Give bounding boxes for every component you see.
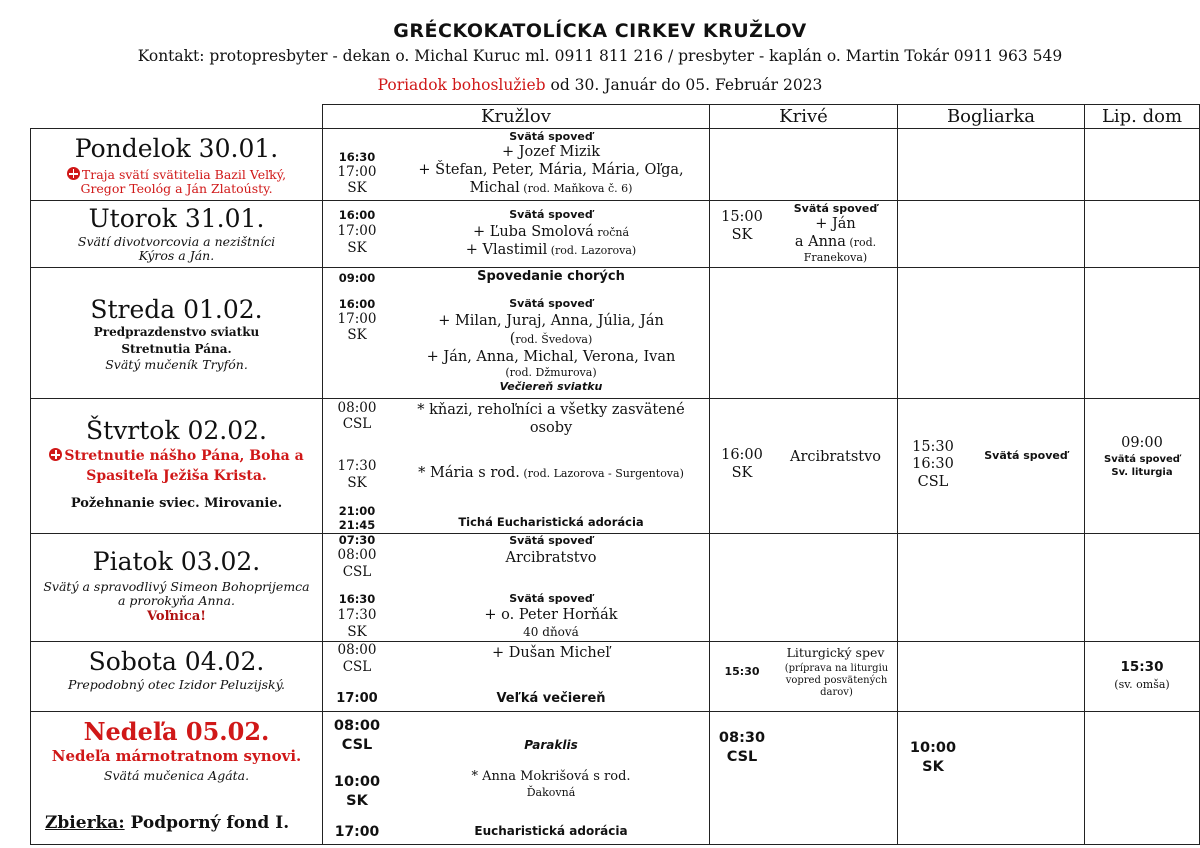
time: 07:30 bbox=[338, 534, 376, 547]
saint-line: Traja svätí svätitelia Bazil Veľký, Gregor Teológ a Ján Zlatoústy. bbox=[45, 167, 308, 197]
note-line: Voľnica! bbox=[147, 609, 206, 624]
time: 17:00 bbox=[337, 164, 377, 180]
collection-text: Podporný fond I. bbox=[124, 813, 290, 833]
rite: SK bbox=[731, 465, 753, 481]
time: 10:00 bbox=[333, 774, 381, 790]
day-cell bbox=[31, 268, 323, 399]
schedule-table bbox=[30, 104, 1200, 845]
confession-label: Svätá spoveď bbox=[509, 297, 593, 310]
col-krive: Krivé bbox=[710, 105, 898, 129]
confession-sick: Spovedanie chorých bbox=[477, 269, 625, 284]
time: 09:00 bbox=[338, 271, 376, 285]
kruzlov-cell bbox=[323, 399, 710, 534]
intention: * Anna Mokrišová s rod. bbox=[471, 769, 631, 784]
day-name: Nedeľa 05.02. bbox=[83, 717, 270, 746]
subtitle-dates: od 30. Január do 05. Február 2023 bbox=[545, 76, 823, 94]
krive-cell bbox=[710, 201, 898, 268]
lipdom-cell bbox=[1085, 712, 1200, 845]
intention: + Ján, Anna, Michal, Verona, Ivan bbox=[426, 349, 676, 365]
intention: (rod. Švedova) bbox=[509, 331, 593, 347]
time: 16:30 bbox=[338, 592, 376, 606]
intention: * Mária s rod. (rod. Lazorova - Surgentova) bbox=[418, 465, 684, 481]
lipdom-cell bbox=[1085, 534, 1200, 642]
day-cell bbox=[31, 399, 323, 534]
time: 17:00 bbox=[337, 223, 377, 239]
row-friday bbox=[31, 534, 1200, 642]
time: 21:45 bbox=[338, 518, 376, 532]
lipdom-cell bbox=[1085, 201, 1200, 268]
intention: + Štefan, Peter, Mária, Mária, Oľga, bbox=[418, 162, 684, 178]
lipdom-cell bbox=[1085, 268, 1200, 399]
intention: + Ján bbox=[815, 216, 856, 232]
intention: + Vlastimil (rod. Lazorova) bbox=[465, 242, 637, 258]
header-row bbox=[31, 105, 1200, 129]
saint-line: Svätý mučeník Tryfón. bbox=[105, 357, 248, 372]
event: Arcibratstvo bbox=[505, 550, 597, 566]
note-line: Požehnanie sviec. Mirovanie. bbox=[70, 496, 283, 511]
event-note: (príprava na liturgiu vopred posvätených darov) bbox=[784, 663, 889, 698]
intention: + Ľuba Smolová ročná bbox=[472, 224, 630, 240]
time: 08:00 bbox=[337, 547, 377, 563]
time: 15:00 bbox=[721, 209, 763, 225]
time: 21:00 bbox=[338, 504, 376, 518]
time: 16:00 bbox=[721, 447, 763, 463]
time: 15:30 bbox=[912, 439, 954, 455]
page-title: GRÉCKOKATOLÍCKA CIRKEV KRUŽLOV bbox=[393, 20, 807, 42]
intention: osoby bbox=[529, 420, 573, 436]
time: 08:00 bbox=[333, 718, 381, 734]
confession-label: Svätá spoveď bbox=[1104, 454, 1180, 465]
krive-cell bbox=[710, 129, 898, 201]
day-cell bbox=[31, 201, 323, 268]
confession-label: Svätá spoveď bbox=[509, 534, 593, 547]
schedule-subtitle bbox=[0, 76, 1200, 94]
time: 08:00 bbox=[337, 400, 377, 416]
day-name: Pondelok 30.01. bbox=[74, 134, 279, 163]
kruzlov-cell bbox=[323, 642, 710, 712]
time: 16:00 bbox=[338, 208, 376, 222]
rite: CSL bbox=[342, 416, 372, 432]
time: 10:00 bbox=[909, 740, 957, 756]
row-sunday bbox=[31, 712, 1200, 845]
rite: SK bbox=[347, 624, 367, 640]
rite: SK bbox=[347, 327, 367, 343]
rite: CSL bbox=[726, 749, 758, 765]
time: 17:00 bbox=[336, 691, 378, 706]
feast-line: Stretnutie nášho Pána, Boha a Spasiteľa Ježiša Krista. bbox=[39, 447, 314, 486]
time: 16:00 bbox=[338, 297, 376, 311]
collection-label: Zbierka: bbox=[45, 813, 125, 833]
saint-line: Svätá mučenica Agáta. bbox=[103, 768, 250, 783]
intention: + Milan, Juraj, Anna, Júlia, Ján bbox=[438, 313, 664, 329]
time: 08:30 bbox=[718, 730, 766, 746]
rite: SK bbox=[347, 180, 367, 196]
rite: CSL bbox=[917, 474, 949, 490]
event: Liturgický spev bbox=[786, 645, 885, 660]
rite: SK bbox=[731, 227, 753, 243]
time: 17:30 bbox=[337, 607, 377, 623]
time: 17:00 bbox=[337, 311, 377, 327]
intention: a Anna (rod. bbox=[794, 234, 877, 250]
row-thursday bbox=[31, 399, 1200, 534]
confession-label: Svätá spoveď bbox=[984, 449, 1068, 462]
col-kruzlov: Kružlov bbox=[323, 105, 710, 129]
intention: + Jozef Mizik bbox=[501, 144, 601, 160]
bogliarka-cell bbox=[898, 201, 1085, 268]
day-name: Streda 01.02. bbox=[90, 295, 263, 324]
kruzlov-cell bbox=[323, 268, 710, 399]
kruzlov-cell bbox=[323, 201, 710, 268]
liturgy-label: Sv. liturgia bbox=[1111, 467, 1173, 478]
intention: Michal (rod. Maňkova č. 6) bbox=[469, 180, 633, 196]
contact-line: Kontakt: protopresbyter - dekan o. Michal Kuruc ml. 0911 811 216 / presbyter - kaplán o. Martin Tokár 0911 963 549 bbox=[137, 47, 1063, 65]
lipdom-cell bbox=[1085, 399, 1200, 534]
vespers-label: Večiereň sviatku bbox=[499, 380, 603, 393]
event: Arcibratstvo bbox=[789, 449, 882, 465]
day-cell bbox=[31, 712, 323, 845]
confession-label: Svätá spoveď bbox=[509, 208, 593, 221]
feast-line: Nedeľa márnotratnom synovi. bbox=[51, 747, 302, 765]
krive-cell bbox=[710, 642, 898, 712]
col-lip-dom: Lip. dom bbox=[1085, 105, 1200, 129]
adoration-label: Tichá Eucharistická adorácia bbox=[458, 515, 644, 529]
day-name: Sobota 04.02. bbox=[88, 647, 265, 676]
time: 08:00 bbox=[337, 642, 377, 658]
confession-label: Svätá spoveď bbox=[509, 130, 593, 143]
day-name: Piatok 03.02. bbox=[92, 547, 261, 576]
bogliarka-cell bbox=[898, 712, 1085, 845]
cross-icon bbox=[67, 167, 80, 180]
kruzlov-cell bbox=[323, 534, 710, 642]
time: 16:30 bbox=[338, 150, 376, 164]
rite: SK bbox=[347, 240, 367, 256]
adoration-label: Eucharistická adorácia bbox=[474, 824, 628, 838]
intention: + Dušan Micheľ bbox=[492, 645, 610, 661]
lipdom-cell bbox=[1085, 642, 1200, 712]
time: 09:00 bbox=[1121, 435, 1163, 451]
row-wednesday bbox=[31, 268, 1200, 399]
bogliarka-cell bbox=[898, 268, 1085, 399]
vespers-label: Veľká večiereň bbox=[496, 691, 606, 706]
day-name: Utorok 31.01. bbox=[88, 204, 265, 233]
day-cell bbox=[31, 642, 323, 712]
confession-label: Svätá spoveď bbox=[793, 202, 878, 215]
saint-line: Prepodobný otec Izidor Peluzijský. bbox=[68, 677, 285, 692]
feast-line: Predprazdenstvo sviatku Stretnutia Pána. bbox=[93, 325, 260, 357]
rite: CSL bbox=[341, 737, 373, 753]
intention: (rod. Džmurova) bbox=[505, 366, 597, 379]
bogliarka-cell bbox=[898, 129, 1085, 201]
bogliarka-cell bbox=[898, 399, 1085, 534]
time: 17:30 bbox=[337, 458, 377, 474]
col-bogliarka: Bogliarka bbox=[898, 105, 1085, 129]
intention: Franekova) bbox=[803, 251, 868, 264]
cross-icon bbox=[49, 448, 62, 461]
collection-line bbox=[45, 814, 289, 834]
time: 15:30 bbox=[1120, 659, 1164, 675]
lipdom-cell bbox=[1085, 129, 1200, 201]
kruzlov-cell bbox=[323, 712, 710, 845]
intention: * kňazi, rehoľníci a všetky zasvätené bbox=[417, 402, 685, 418]
krive-cell bbox=[710, 268, 898, 399]
day-cell bbox=[31, 534, 323, 642]
row-tuesday bbox=[31, 201, 1200, 268]
krive-cell bbox=[710, 399, 898, 534]
rite: SK bbox=[347, 475, 367, 491]
paraklis-label: Paraklis bbox=[524, 738, 578, 752]
time: 15:30 bbox=[724, 665, 760, 678]
rite: SK bbox=[922, 759, 944, 775]
krive-cell bbox=[710, 534, 898, 642]
corner-cell bbox=[31, 105, 323, 129]
krive-cell bbox=[710, 712, 898, 845]
bogliarka-cell bbox=[898, 642, 1085, 712]
intention: Ďakovná bbox=[526, 786, 576, 799]
saint-line: Svätý a spravodlivý Simeon Bohoprijemca a prorokyňa Anna. bbox=[43, 579, 310, 609]
rite: SK bbox=[346, 793, 368, 809]
day-name: Štvrtok 02.02. bbox=[86, 416, 267, 445]
kruzlov-cell bbox=[323, 129, 710, 201]
time: 16:30 bbox=[912, 456, 954, 472]
bogliarka-cell bbox=[898, 534, 1085, 642]
mass-note: (sv. omša) bbox=[1114, 678, 1170, 691]
intention: + o. Peter Horňák bbox=[484, 607, 618, 623]
intention: 40 dňová bbox=[523, 625, 579, 639]
saint-line: Svätí divotvorcovia a nezištníci Kýros a Ján. bbox=[77, 234, 276, 264]
rite: CSL bbox=[342, 659, 372, 675]
time: 17:00 bbox=[334, 824, 380, 840]
row-saturday bbox=[31, 642, 1200, 712]
confession-label: Svätá spoveď bbox=[509, 592, 593, 605]
row-monday bbox=[31, 129, 1200, 201]
subtitle-red: Poriadok bohoslužieb bbox=[377, 76, 546, 94]
rite: CSL bbox=[342, 564, 372, 580]
day-cell bbox=[31, 129, 323, 201]
